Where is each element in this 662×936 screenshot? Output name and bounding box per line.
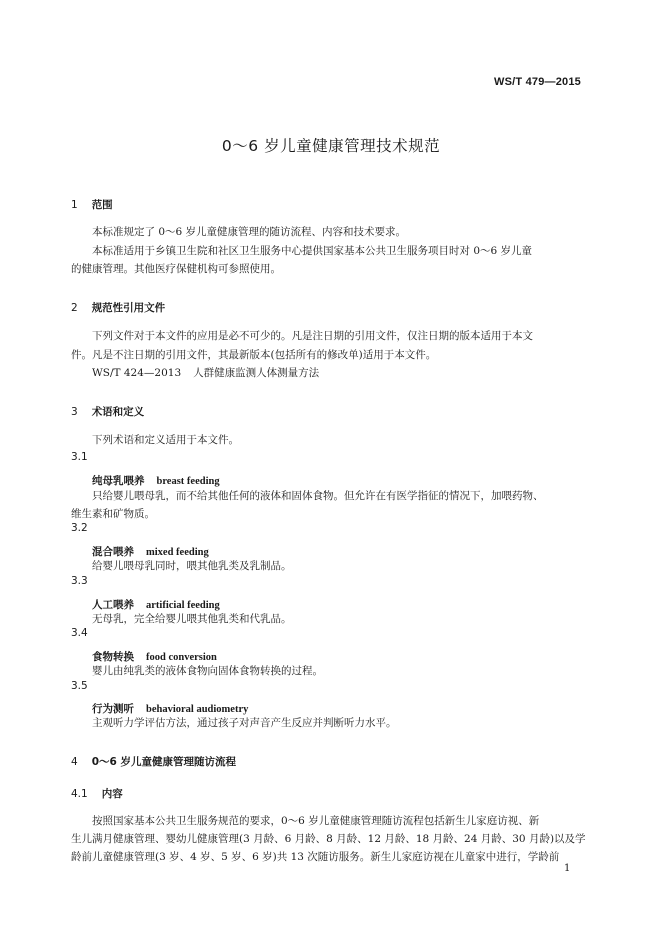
reference-title: 人群健康监测人体测量方法 — [193, 367, 320, 379]
section-1-heading — [71, 193, 113, 212]
paragraph-line: 件。凡是不注日期的引用文件，其最新版本(包括所有的修改单)适用于本文件。 — [71, 349, 437, 361]
term-en: breast feeding — [156, 476, 220, 487]
section-title: 范围 — [91, 199, 113, 211]
term-heading — [92, 645, 217, 664]
subsection-title: 内容 — [101, 788, 123, 800]
paragraph: 本标准规定了 0～6 岁儿童健康管理的随访流程、内容和技术要求。 — [92, 226, 407, 238]
paragraph: 下列术语和定义适用于本文件。 — [92, 434, 239, 446]
paragraph-line: 按照国家基本公共卫生服务规范的要求，0～6 岁儿童健康管理随访流程包括新生儿家庭访视、新 — [92, 815, 540, 827]
term-definition: 无母乳，完全给婴儿喂其他乳类和代乳品。 — [92, 613, 292, 625]
section-2-heading — [71, 296, 165, 315]
term-definition: 给婴儿喂母乳同时，喂其他乳类及乳制品。 — [92, 560, 292, 572]
term-definition: 婴儿由纯乳类的液体食物向固体食物转换的过程。 — [92, 665, 323, 677]
term-heading — [92, 540, 209, 559]
section-number: 2 — [71, 302, 78, 314]
normative-reference — [92, 365, 319, 380]
standard-code: WS/T 479—2015 — [494, 76, 581, 88]
document-title: 0～6 岁儿童健康管理技术规范 — [221, 137, 441, 155]
term-cn: 人工喂养 — [92, 599, 134, 611]
paragraph-line: 龄前儿童健康管理(3 岁、4 岁、5 岁、6 岁)共 13 次随访服务。新生儿家庭访视在儿童家中进行，学龄前 — [71, 851, 560, 863]
paragraph-line: 下列文件对于本文件的应用是必不可少的。凡是注日期的引用文件，仅注日期的版本适用于本文 — [92, 330, 533, 342]
paragraph-line: 生儿满月健康管理、婴幼儿健康管理(3 月龄、6 月龄、8 月龄、12 月龄、18 月龄、24 月龄、30 月龄)以及学 — [71, 833, 586, 845]
term-cn: 混合喂养 — [92, 546, 134, 558]
term-definition: 主观听力学评估方法，通过孩子对声音产生反应并判断听力水平。 — [92, 717, 397, 729]
term-heading — [92, 697, 248, 716]
section-4-heading — [71, 750, 236, 769]
subsection-number: 4.1 — [71, 788, 88, 800]
term-number: 3.5 — [71, 680, 88, 692]
section-number: 3 — [71, 406, 78, 418]
term-cn: 纯母乳喂养 — [92, 475, 145, 487]
subsection-4-1-heading — [71, 782, 123, 801]
reference-code: WS/T 424—2013 — [92, 367, 182, 379]
term-number: 3.1 — [71, 451, 88, 463]
term-definition: 只给婴儿喂母乳，而不给其他任何的液体和固体食物。但允许在有医学指征的情况下，加喂药物、 — [92, 490, 544, 502]
section-title: 0～6 岁儿童健康管理随访流程 — [91, 756, 236, 768]
section-title: 规范性引用文件 — [91, 302, 166, 314]
term-heading — [92, 469, 220, 488]
term-heading — [92, 593, 220, 612]
section-number: 4 — [71, 756, 78, 768]
section-title: 术语和定义 — [91, 406, 145, 418]
term-number: 3.4 — [71, 627, 88, 639]
term-number: 3.2 — [71, 522, 88, 534]
term-number: 3.3 — [71, 575, 88, 587]
page-number: 1 — [564, 863, 571, 874]
term-en: mixed feeding — [146, 547, 209, 558]
paragraph-line: 本标准适用于乡镇卫生院和社区卫生服务中心提供国家基本公共卫生服务项目时对 0～6 岁儿童 — [92, 245, 533, 257]
term-definition: 维生素和矿物质。 — [71, 508, 155, 520]
term-en: artificial feeding — [146, 600, 220, 611]
term-cn: 食物转换 — [92, 651, 134, 663]
term-en: food conversion — [146, 652, 217, 663]
section-3-heading — [71, 400, 144, 419]
term-cn: 行为测听 — [92, 703, 134, 715]
term-en: behavioral audiometry — [146, 704, 249, 715]
section-number: 1 — [71, 199, 78, 211]
paragraph-line: 的健康管理。其他医疗保健机构可参照使用。 — [71, 263, 281, 275]
